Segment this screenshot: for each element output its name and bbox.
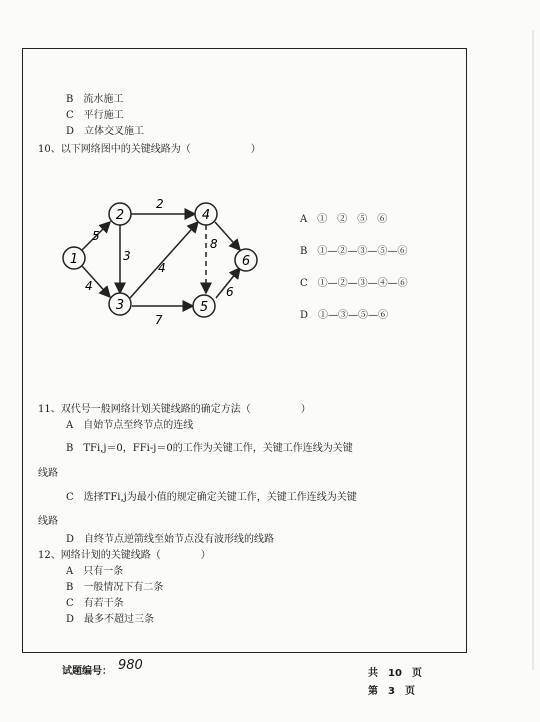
q12-option-d: D 最多不超过三条	[66, 614, 155, 625]
q9-option-c: C 平行施工	[66, 110, 124, 121]
q11-option-c-cont: 线路	[38, 516, 58, 527]
q10-option-d: D ①—③—⑤—⑥	[300, 310, 389, 321]
q12-option-a: A 只有一条	[66, 566, 124, 577]
node-1	[63, 247, 85, 269]
total-pages: 共 10 页	[368, 668, 422, 679]
page-frame	[22, 48, 467, 653]
q9-option-d: D 立体交叉施工	[66, 126, 145, 137]
svg-text:1: 1	[69, 252, 79, 267]
q11-option-c: C 选择TFi,j为最小值的规定确定关键工作，关键工作连线为关键	[66, 492, 357, 503]
adjacent-page-edge	[532, 30, 534, 670]
q12-option-c: C 有若干条	[66, 598, 124, 609]
q11-option-d: D 自终节点逆箭线至始节点没有波形线的线路	[66, 534, 275, 545]
node-6	[235, 249, 257, 271]
current-page: 第 3 页	[368, 686, 415, 697]
svg-text:4: 4	[201, 208, 211, 223]
label-5-6: 6	[226, 285, 234, 299]
label-3-4: 4	[158, 261, 166, 275]
svg-text:3: 3	[115, 298, 125, 313]
node-2	[109, 203, 131, 225]
node-4	[195, 203, 217, 225]
label-2-3: 3	[123, 249, 131, 263]
label-1-3: 4	[85, 279, 93, 293]
label-4-5: 8	[210, 237, 218, 251]
q12-stem: 12、网络计划的关键线路（ ）	[38, 550, 211, 561]
q10-option-c: C ①—②—③—④—⑥	[300, 278, 408, 289]
q11-option-b-cont: 线路	[38, 468, 58, 479]
exam-number: 980	[118, 658, 143, 673]
svg-text:5: 5	[199, 300, 209, 315]
q10-option-a: A ① ② ⑤ ⑥	[300, 214, 388, 225]
q10-option-b: B ①—②—③—⑤—⑥	[300, 246, 408, 257]
q10-stem: 10、以下网络图中的关键线路为（ ）	[38, 144, 261, 155]
q9-option-b: B 流水施工	[66, 94, 124, 105]
node-3	[109, 293, 131, 315]
q12-option-b: B 一般情况下有二条	[66, 582, 164, 593]
edge-3-4	[130, 222, 198, 298]
label-2-4: 2	[156, 197, 164, 211]
q11-option-b: B TFi,j＝0，FFi-j＝0的工作为关键工作，关键工作连线为关键	[66, 443, 353, 454]
q11-stem: 11、双代号一般网络计划关键线路的确定方法（ ）	[38, 404, 311, 415]
label-3-5: 7	[155, 313, 163, 327]
svg-text:6: 6	[241, 254, 251, 269]
label-1-2: 5	[92, 229, 100, 243]
q11-option-a: A 自始节点至终节点的连线	[66, 420, 194, 431]
network-diagram	[50, 190, 280, 330]
svg-text:2: 2	[115, 208, 125, 223]
node-5	[193, 295, 215, 317]
exam-number-label: 试题编号：	[62, 666, 112, 677]
edge-4-6	[215, 222, 240, 250]
